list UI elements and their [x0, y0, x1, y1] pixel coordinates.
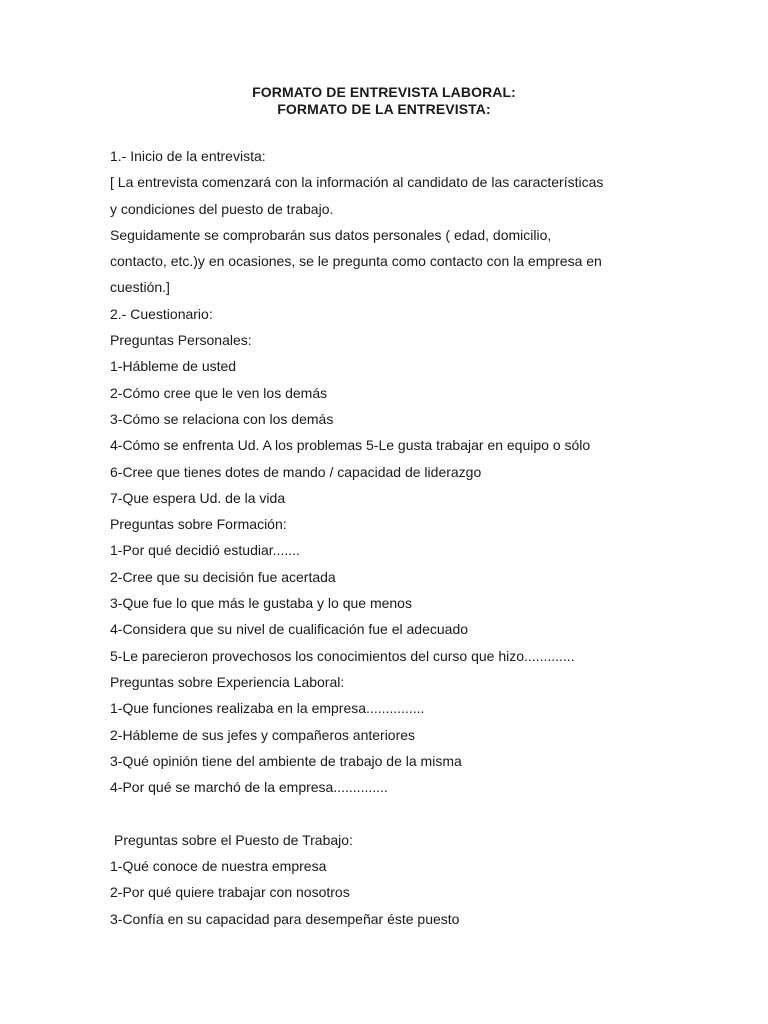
question-item: 1-Hábleme de usted [110, 358, 237, 375]
body-line: Seguidamente se comprobarán sus datos personales ( edad, domicilio, [110, 226, 552, 243]
question-item: 1-Qué conoce de nuestra empresa [110, 858, 327, 875]
question-item: 3-Que fue lo que más le gustaba y lo que menos [110, 595, 412, 612]
section-heading: Preguntas sobre Formación: [110, 516, 287, 533]
question-item: 1-Que funciones realizaba en la empresa............... [110, 700, 425, 717]
question-item: 1-Por qué decidió estudiar....... [110, 542, 300, 559]
question-item: 4-Considera que su nivel de cualificación fue el adecuado [110, 621, 469, 638]
body-line: contacto, etc.)y en ocasiones, se le pregunta como contacto con la empresa en [110, 253, 602, 270]
question-item: 3-Qué opinión tiene del ambiente de trabajo de la misma [110, 752, 462, 769]
section-heading: Preguntas Personales: [110, 332, 252, 349]
section-heading: 2.- Cuestionario: [110, 305, 213, 322]
question-item: 4-Por qué se marchó de la empresa.............. [110, 779, 388, 796]
question-item: 2-Cree que su decisión fue acertada [110, 568, 336, 585]
question-item: 6-Cree que tienes dotes de mando / capacidad de liderazgo [110, 463, 482, 480]
document-body [110, 143, 730, 932]
document-title [0, 84, 768, 118]
body-line: y condiciones del puesto de trabajo. [110, 200, 334, 217]
section-heading: Preguntas sobre Experiencia Laboral: [110, 673, 345, 690]
body-line: [ La entrevista comenzará con la información al candidato de las características [110, 174, 604, 191]
question-item: 2-Hábleme de sus jefes y compañeros anteriores [110, 726, 416, 743]
blank-line [110, 800, 730, 826]
question-item: 7-Que espera Ud. de la vida [110, 489, 286, 506]
body-line: cuestión.] [110, 279, 170, 296]
question-item: 4-Cómo se enfrenta Ud. A los problemas 5-Le gusta trabajar en equipo o sólo [110, 437, 591, 454]
question-item: 2-Cómo cree que le ven los demás [110, 384, 328, 401]
question-item: 3-Confía en su capacidad para desempeñar éste puesto [110, 910, 460, 927]
title-line-2: FORMATO DE LA ENTREVISTA: [277, 101, 491, 117]
question-item: 5-Le parecieron provechosos los conocimientos del curso que hizo............. [110, 647, 575, 664]
question-item: 2-Por qué quiere trabajar con nosotros [110, 884, 350, 901]
section-heading: Preguntas sobre el Puesto de Trabajo: [114, 831, 353, 848]
question-item: 3-Cómo se relaciona con los demás [110, 410, 334, 427]
title-line-1: FORMATO DE ENTREVISTA LABORAL: [252, 84, 516, 100]
body-line: 1.- Inicio de la entrevista: [110, 148, 266, 164]
